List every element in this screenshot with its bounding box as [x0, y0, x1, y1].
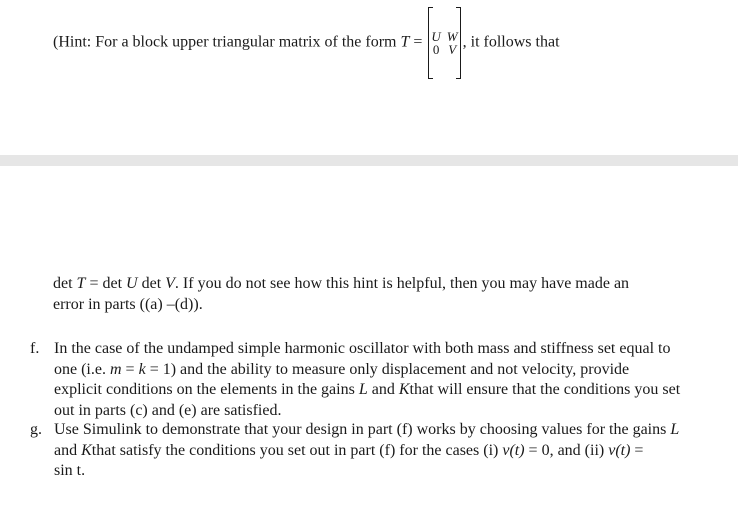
hint-suffix: , it follows that — [462, 33, 560, 51]
det-U: U — [126, 275, 138, 292]
item-g-line3: sin t. — [54, 462, 86, 479]
item-f-K: K — [398, 381, 410, 398]
det-text1: . If you do not see how this hint is helpful, then you may have made an — [174, 275, 630, 292]
item-f-line1: In the case of the undamped simple harmonic oscillator with both mass and stiffness set equal to — [54, 340, 671, 357]
item-f-k: k — [138, 360, 146, 378]
item-g-t2b: that satisfy the conditions you set out in part (f) for the cases (i) — [91, 441, 499, 459]
item-g-marker: g. — [30, 421, 42, 438]
hint-line — [53, 8, 560, 78]
det-paragraph — [53, 273, 713, 315]
item-f-t3c: that will ensure that the conditions you set — [409, 381, 681, 398]
item-g-t2d: = — [634, 441, 644, 459]
item-g-t2c: = 0, and (ii) — [528, 441, 605, 459]
matrix-U: U — [431, 29, 441, 44]
matrix-W: W — [446, 29, 458, 44]
section-divider — [0, 155, 738, 166]
det-1: det — [53, 275, 73, 292]
item-f-eq1: = — [125, 360, 135, 378]
item-g-K: K — [81, 441, 92, 459]
det-T: T — [76, 275, 86, 292]
item-f-t2a: one (i.e. — [54, 360, 106, 378]
hint-var-T: T — [400, 33, 410, 51]
block-matrix — [428, 8, 460, 78]
item-f-t3b: and — [371, 381, 395, 398]
item-g-v2: v(t) — [608, 441, 631, 459]
item-f-L: L — [358, 381, 368, 398]
matrix-V: V — [448, 42, 457, 57]
det-eq: = — [89, 275, 99, 292]
list-item-f — [30, 339, 710, 421]
matrix-zero: 0 — [432, 42, 440, 57]
item-f-m: m — [109, 360, 122, 378]
det-text2: error in parts ((a) –(d)). — [53, 296, 203, 313]
det-2: det — [102, 275, 123, 292]
item-f-marker: f. — [30, 340, 40, 357]
det-V: V — [165, 275, 175, 292]
hint-prefix: (Hint: For a block upper triangular matrix of the form — [53, 33, 397, 51]
item-g-v1: v(t) — [502, 441, 525, 459]
list-item-g — [30, 420, 710, 482]
item-f-t2b: and the ability to measure only displacement and not velocity, provide — [180, 360, 630, 378]
item-g-L: L — [670, 421, 680, 438]
item-g-t2a: and — [54, 441, 78, 459]
item-g-t1a: Use Simulink to demonstrate that your design in part (f) works by choosing values for the gains — [54, 421, 667, 438]
item-f-eq2: = 1) — [149, 360, 177, 378]
item-f-t3a: explicit conditions on the elements in the gains — [54, 381, 355, 398]
item-f-line4: out in parts (c) and (e) are satisfied. — [54, 401, 282, 419]
det-3: det — [141, 275, 162, 292]
hint-equals: = — [413, 33, 423, 51]
